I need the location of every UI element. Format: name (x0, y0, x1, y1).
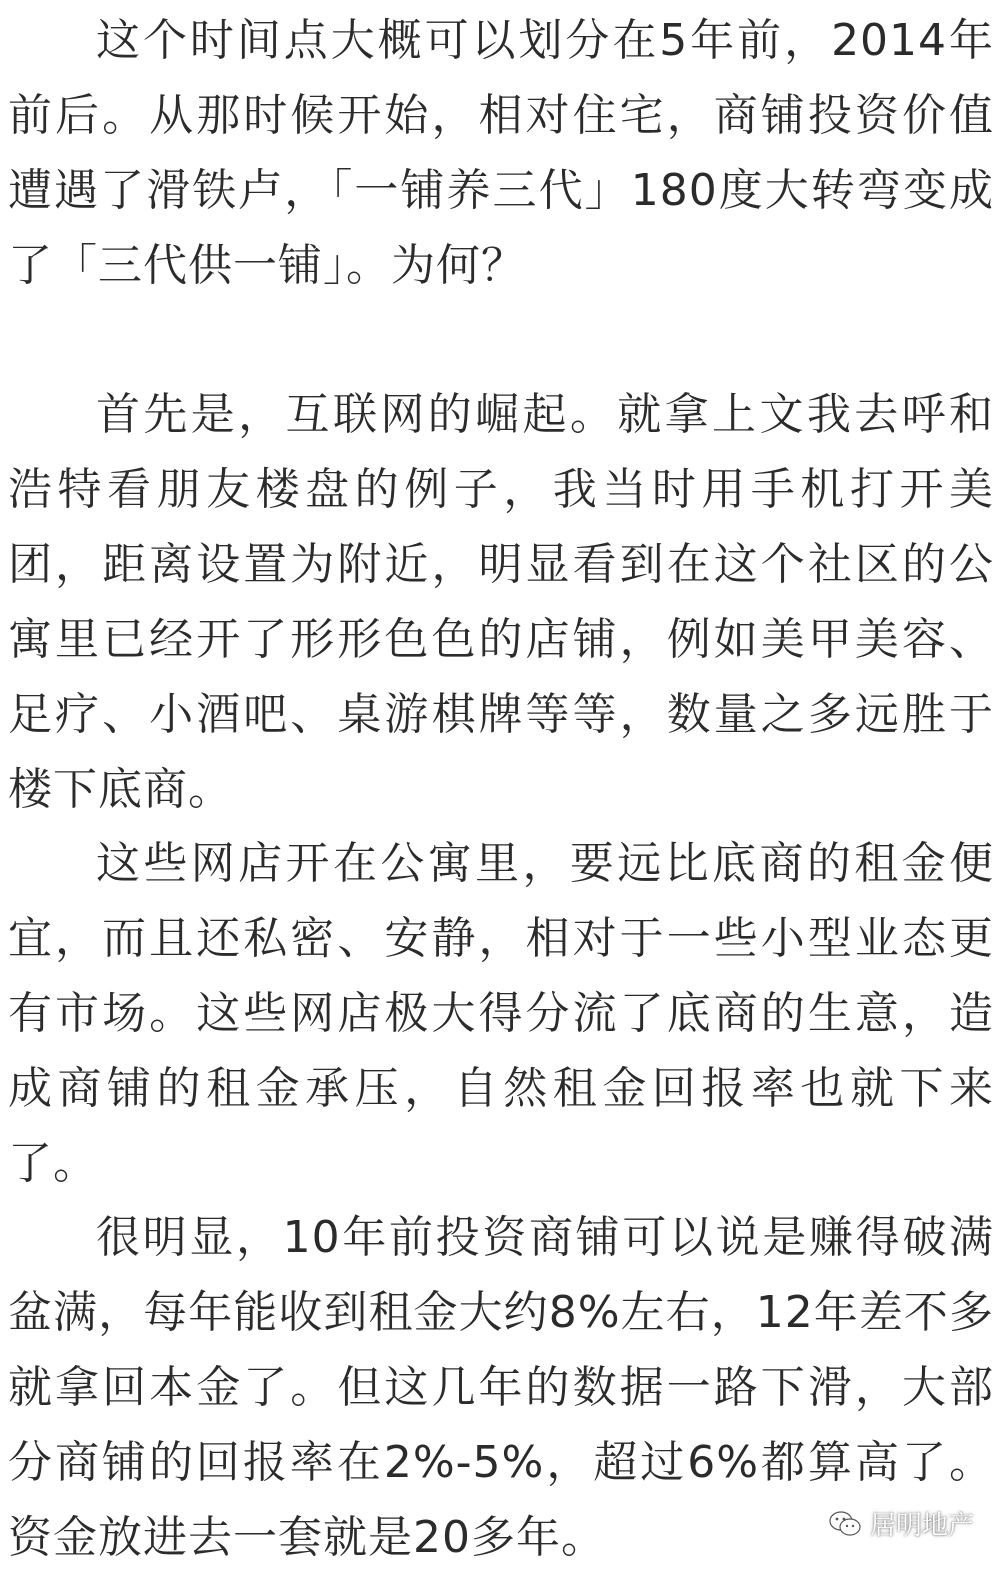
paragraph-2: 首先是，互联网的崛起。就拿上文我去呼和浩特看朋友楼盘的例子，我当时用手机打开美团，距离设置为附近，明显看到在这个社区的公寓里已经开了形形色色的店铺，例如美甲美容、足疗、小酒吧、桌游棋牌等等，数量之多远胜于楼下底商。 (8, 389, 994, 815)
paragraph-1: 这个时间点大概可以划分在5年前，2014年前后。从那时候开始，相对住宅，商铺投资价值遭遇了滑铁卢，「一铺养三代」180度大转弯变成了「三代供一铺」。为何？ (8, 15, 994, 291)
watermark-text: 居明地产 (869, 1511, 974, 1541)
paragraph-4: 很明显，10年前投资商铺可以说是赚得破满盆满，每年能收到租金大约8%左右，12年差不多就拿回本金了。但这几年的数据一路下滑，大部分商铺的回报率在2%-5%，超过6%都算高了。资金放进去一套就是20多年。 (8, 1212, 994, 1563)
wechat-icon (828, 1510, 862, 1538)
paragraph-3: 这些网店开在公寓里，要远比底商的租金便宜，而且还私密、安静，相对于一些小型业态更有市场。这些网店极大得分流了底商的生意，造成商铺的租金承压，自然租金回报率也就下来了。 (8, 838, 994, 1189)
watermark (828, 1505, 974, 1542)
